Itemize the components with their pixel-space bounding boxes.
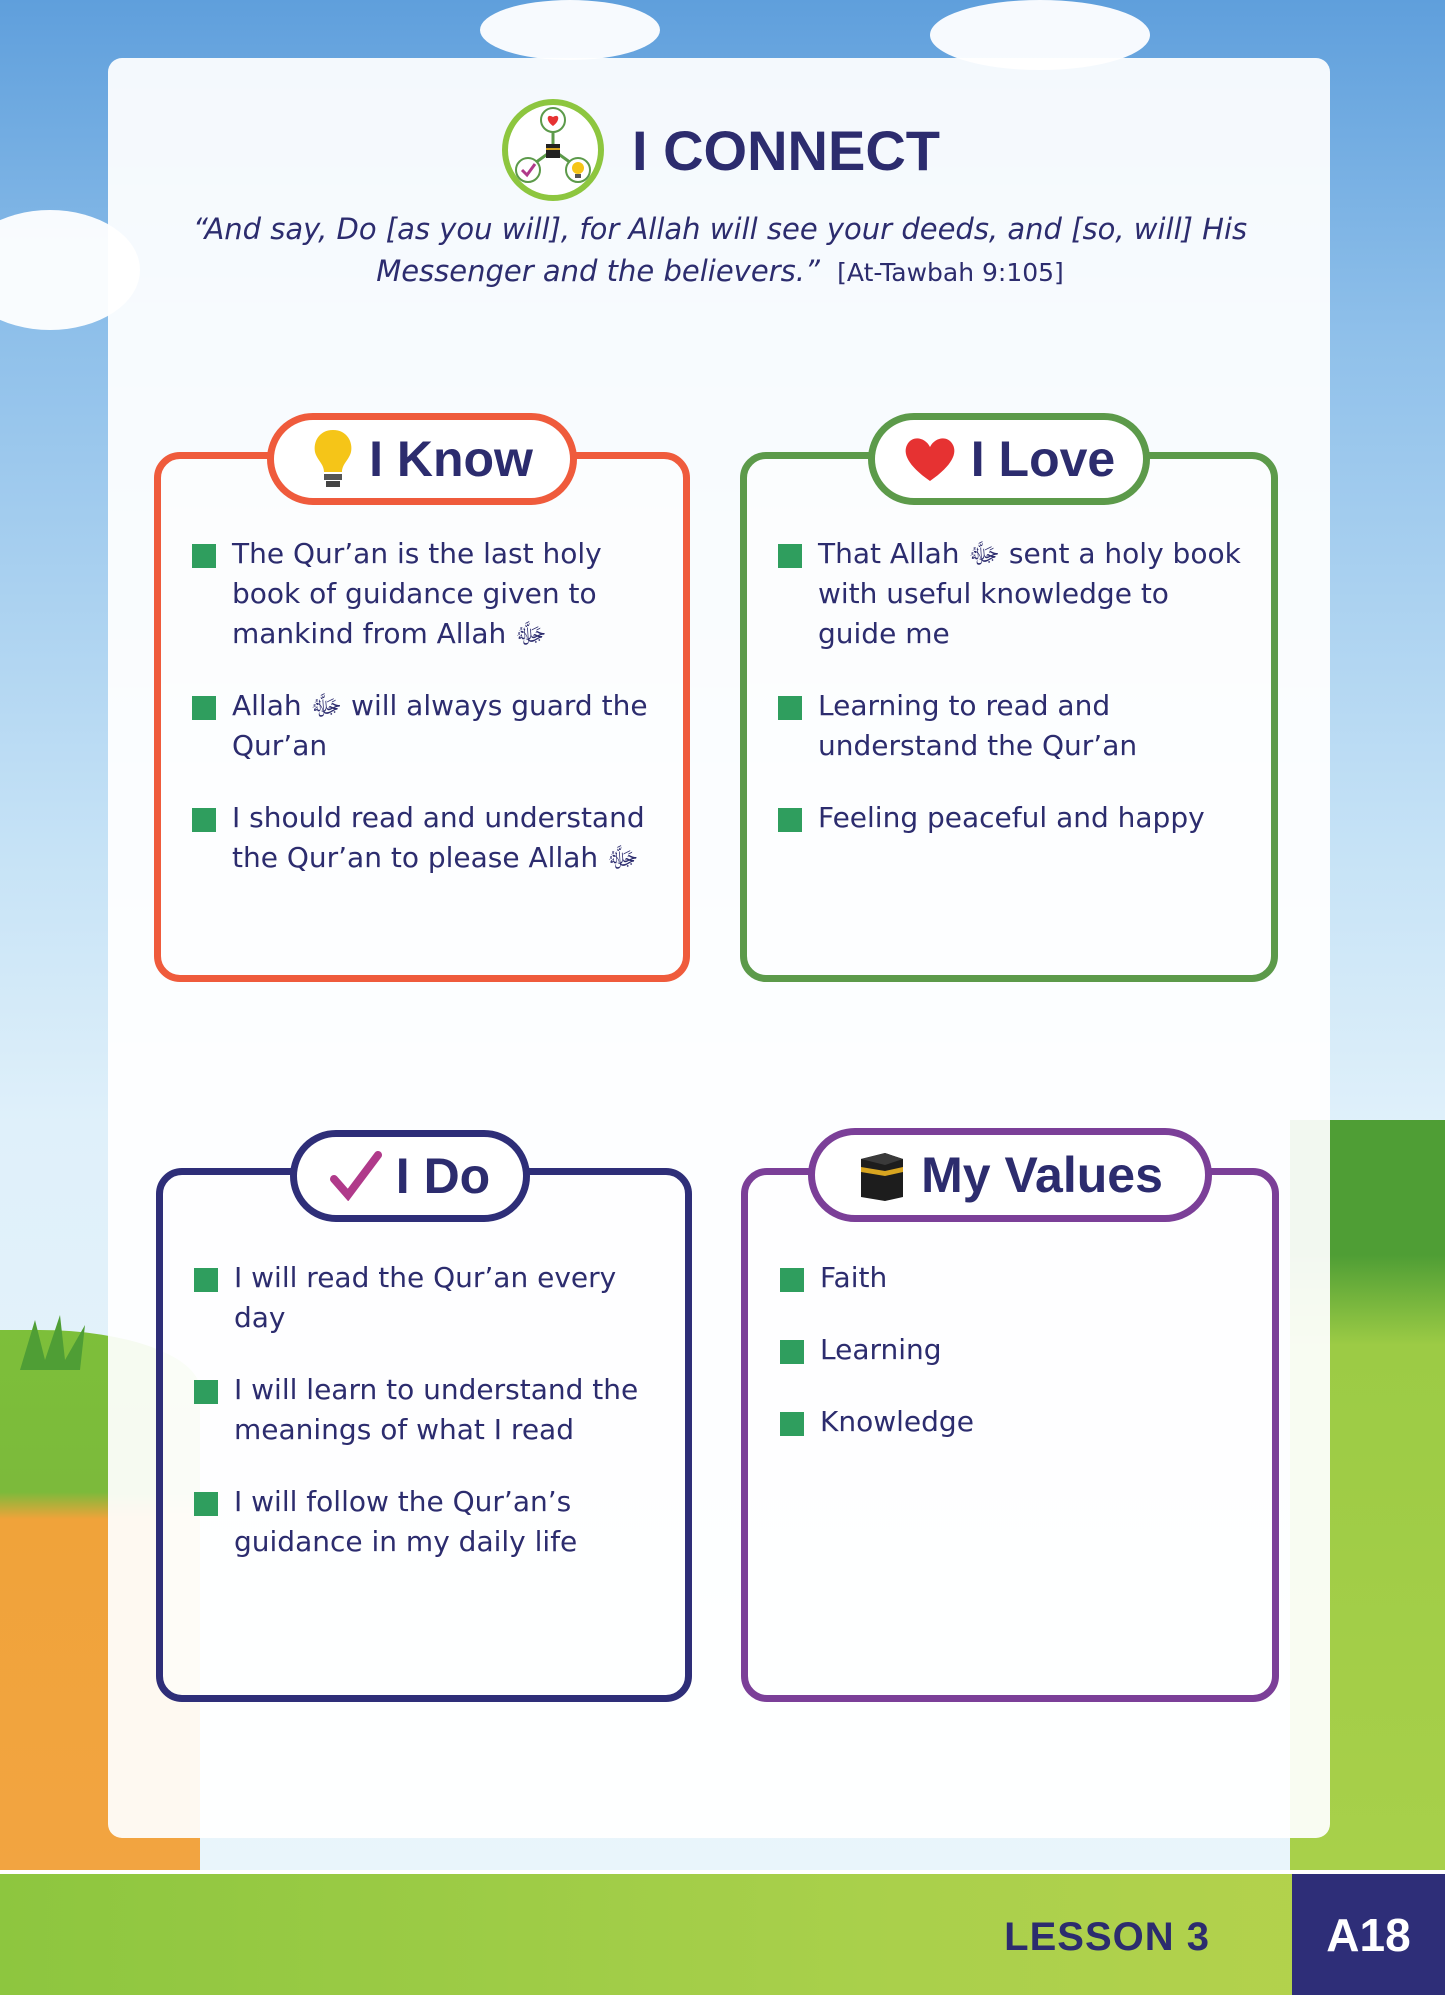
list-item: Faith [780, 1258, 1250, 1298]
bullet-square [780, 1268, 804, 1292]
list-item: I should read and understand the Qur’an to please Allah ﷻ [192, 798, 662, 878]
footer-bar [0, 1874, 1445, 1995]
page-number: A18 [1292, 1874, 1445, 1995]
values-list [780, 1258, 1250, 1442]
bullet-square [192, 696, 216, 720]
list-item: I will follow the Qur’an’s guidance in my daily life [194, 1482, 664, 1562]
page-title: I CONNECT [632, 118, 940, 182]
bullet-square [780, 1412, 804, 1436]
lesson-label: LESSON 3 [1004, 1915, 1210, 1959]
love-list [778, 534, 1248, 838]
do-list [194, 1258, 664, 1562]
know-tab [267, 413, 577, 505]
bullet-square [778, 696, 802, 720]
connect-icon [498, 98, 608, 202]
quote-text: “And say, Do [as you will], for Allah will see your deeds, and [so, will] His Messenger and the believers.” [192, 212, 1248, 288]
list-item: I will read the Qur’an every day [194, 1258, 664, 1338]
bullet-square [194, 1380, 218, 1404]
lightbulb-icon [311, 428, 355, 490]
bullet-square [192, 808, 216, 832]
list-item: Learning [780, 1330, 1250, 1370]
know-list [192, 534, 662, 878]
love-tab [868, 413, 1150, 505]
list-item: The Qur’an is the last holy book of guidance given to mankind from Allah ﷻ [192, 534, 662, 654]
list-item: Feeling peaceful and happy [778, 798, 1248, 838]
bullet-square [778, 544, 802, 568]
do-title: I Do [395, 1148, 491, 1204]
list-item: I will learn to understand the meanings of what I read [194, 1370, 664, 1450]
bullet-square [194, 1268, 218, 1292]
cloud [480, 0, 660, 60]
list-item: Learning to read and understand the Qur’an [778, 686, 1248, 766]
do-tab [290, 1130, 530, 1222]
heart-icon [903, 435, 957, 483]
header [108, 95, 1330, 205]
grass-icon [10, 1310, 110, 1370]
bullet-square [192, 544, 216, 568]
checkmark-icon [330, 1151, 382, 1201]
bullet-square [194, 1492, 218, 1516]
bullet-square [778, 808, 802, 832]
list-item: Allah ﷻ will always guard the Qur’an [192, 686, 662, 766]
quote-reference: [At-Tawbah 9:105] [837, 258, 1064, 287]
values-tab [808, 1128, 1212, 1222]
values-title: My Values [921, 1147, 1163, 1203]
know-title: I Know [369, 431, 533, 487]
kaaba-icon [857, 1149, 907, 1201]
quote [160, 208, 1280, 294]
list-item: That Allah ﷻ sent a holy book with useful knowledge to guide me [778, 534, 1248, 654]
bullet-square [780, 1340, 804, 1364]
love-title: I Love [970, 431, 1116, 487]
list-item: Knowledge [780, 1402, 1250, 1442]
